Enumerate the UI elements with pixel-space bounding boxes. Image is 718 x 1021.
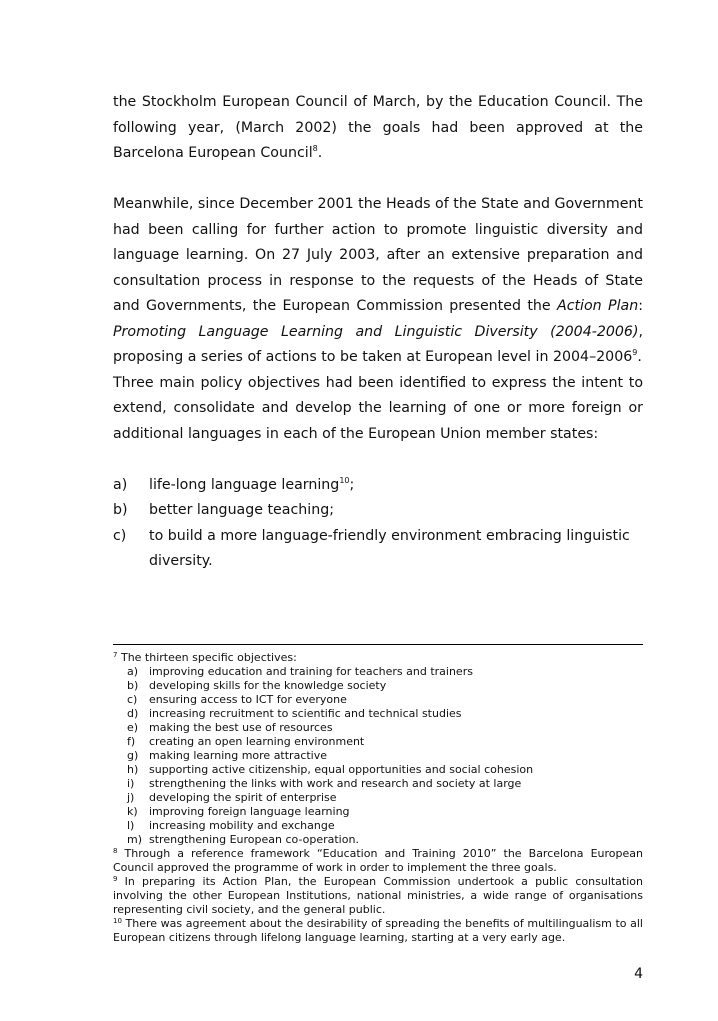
paragraph-2-text-b: : (638, 298, 643, 314)
list-item-text: developing skills for the knowledge society (149, 679, 387, 692)
list-item-text: making learning more attractive (149, 749, 328, 762)
list-item (113, 679, 643, 693)
list-item (113, 473, 643, 499)
list-marker: b) (113, 502, 128, 518)
footnote-7-intro: The thirteen specific objectives: (120, 651, 297, 664)
list-item-text: ensuring access to ICT for everyone (149, 693, 347, 706)
list-item-text: increasing mobility and exchange (149, 819, 335, 832)
paragraph-1-end: . (317, 145, 323, 161)
list-item (113, 707, 643, 721)
policy-objectives-list (113, 473, 643, 575)
list-item-text: making the best use of resources (149, 721, 333, 734)
footnotes (113, 651, 643, 945)
list-item-text: strengthening the links with work and research and society at large (149, 777, 522, 790)
paragraph-3: Three main policy objectives had been identified to express the intent to extend, consolidate and develop the learning of one or more foreign or additional languages in each of the European Union member states: (113, 374, 643, 442)
list-marker: h) (127, 763, 139, 776)
list-item-text: supporting active citizenship, equal opportunities and social cohesion (149, 763, 534, 776)
list-marker: i) (127, 777, 135, 790)
list-marker: c) (127, 693, 138, 706)
list-item (113, 735, 643, 749)
footnote-10 (113, 917, 643, 945)
list-marker: d) (127, 707, 139, 720)
list-item (113, 498, 643, 524)
list-marker: j) (127, 791, 135, 804)
list-item (113, 833, 643, 847)
list-marker: c) (113, 527, 127, 544)
list-marker: m) (127, 833, 143, 846)
paragraph-2-end: . (637, 349, 642, 365)
footnote-number: 10 (113, 917, 122, 925)
list-item (113, 805, 643, 819)
specific-objectives-list (113, 665, 643, 847)
paragraph-2-text-c: , proposing a series of actions to be taken at European level in 2004–2006 (113, 323, 643, 365)
list-item (113, 721, 643, 735)
footnote-number: 8 (113, 847, 118, 855)
list-marker: g) (127, 749, 139, 762)
page-number: 4 (634, 966, 643, 982)
paragraph-gap (113, 447, 643, 473)
list-marker: e) (127, 721, 139, 734)
footnote-ref-9: 9 (632, 348, 638, 357)
body-text (113, 90, 643, 575)
list-item-text: strengthening European co-operation. (149, 833, 359, 846)
objective-end: ; (349, 476, 355, 493)
list-item-text: improving education and training for teachers and trainers (149, 665, 473, 678)
paragraph-2 (113, 192, 643, 371)
list-marker: b) (127, 679, 139, 692)
footnote-10-text: There was agreement about the desirability of spreading the benefits of multilingualism to all European citizens through lifelong language learning, starting at a very early age. (113, 917, 643, 944)
footnote-7 (113, 651, 643, 665)
footnote-ref-10: 10 (339, 475, 350, 485)
action-plan-subtitle: Promoting Language Learning and Linguistic Diversity (2004-2006) (113, 323, 639, 340)
list-item-text: creating an open learning environment (149, 735, 365, 748)
list-marker: k) (127, 805, 138, 818)
list-item (113, 763, 643, 777)
footnote-9 (113, 875, 643, 917)
footnote-ref-8: 8 (312, 144, 318, 153)
list-marker: l) (127, 819, 135, 832)
list-item-text: better language teaching; (149, 502, 334, 518)
list-item-text: improving foreign language learning (149, 805, 350, 818)
list-item (113, 749, 643, 763)
list-item (113, 819, 643, 833)
list-marker: a) (127, 665, 139, 678)
footnote-9-text: In preparing its Action Plan, the European Commission undertook a public consultation involving the other European Institutions, national ministries, a wide range of organisations representing civil society, and the general public. (113, 875, 643, 916)
list-item (113, 693, 643, 707)
paragraph-1 (113, 90, 643, 167)
list-marker: a) (113, 476, 128, 493)
action-plan-title: Action Plan (556, 298, 639, 314)
paragraph-1-text: the Stockholm European Council of March, by the Education Council. The following year, (March 2002) the goals had been approved at the Barcelona European Council (113, 94, 643, 161)
footnote-separator (113, 644, 643, 645)
list-item-text: developing the spirit of enterprise (149, 791, 337, 804)
list-item-text: to build a more language-friendly environment embracing linguistic diversity. (149, 527, 630, 569)
list-item (113, 791, 643, 805)
list-item (113, 777, 643, 791)
footnote-number: 9 (113, 875, 118, 883)
paragraph-gap (113, 167, 643, 193)
objective-text: life-long language learning (149, 476, 340, 493)
list-item (113, 524, 643, 575)
list-item-text (149, 473, 643, 499)
list-item (113, 665, 643, 679)
list-item-text: increasing recruitment to scientific and technical studies (149, 707, 462, 720)
paragraph-2-text-a: Meanwhile, since December 2001 the Heads of the State and Government had been calling for further action to promote linguistic diversity and language learning. On 27 July 2003, after an extensive preparation and consultation process in response to the requests of the Heads of State and Governments, the European Commission presented the (113, 196, 643, 314)
footnote-8-text: Through a reference framework “Education and Training 2010” the Barcelona European Council approved the programme of work in order to implement the three goals. (113, 847, 643, 874)
footnote-number: 7 (113, 651, 118, 659)
list-marker: f) (127, 735, 136, 748)
footnote-8 (113, 847, 643, 875)
